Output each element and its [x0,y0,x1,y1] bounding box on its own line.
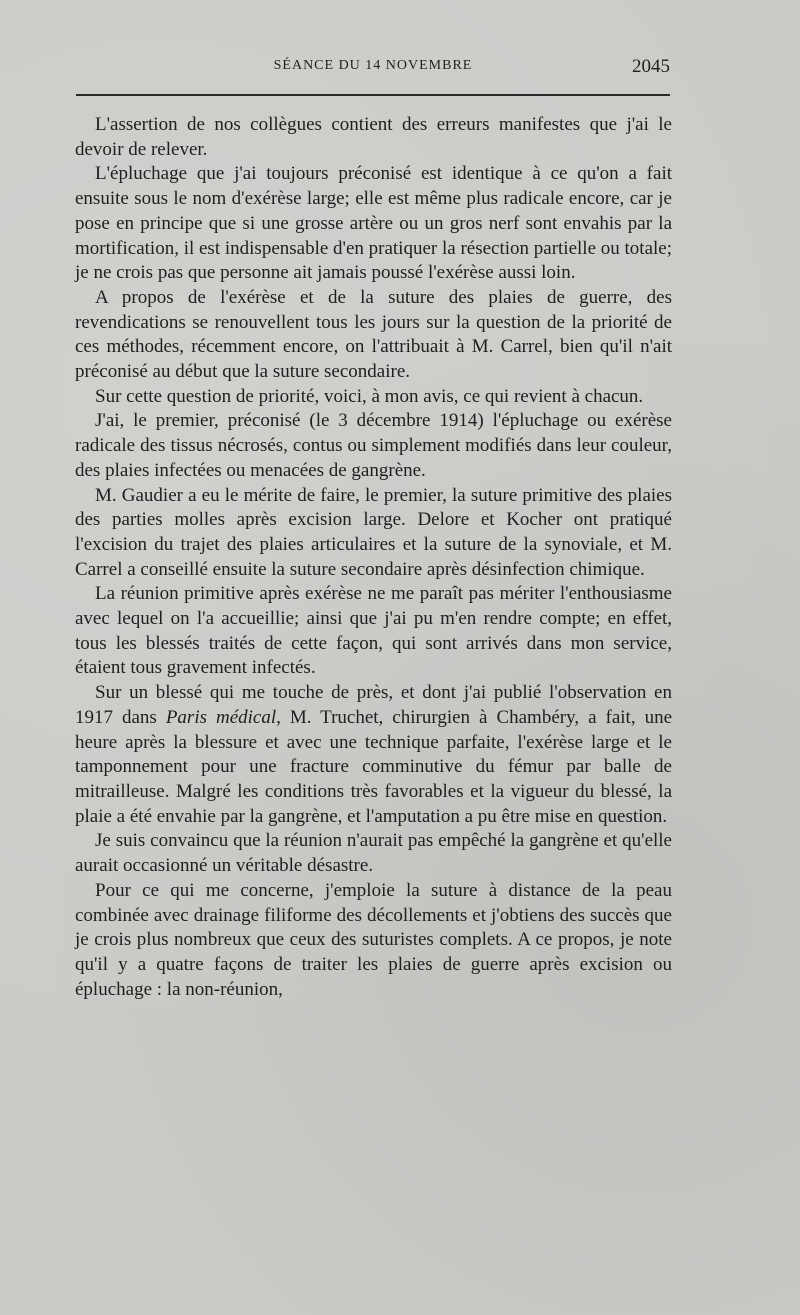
paragraph-8 [75,681,672,829]
header-rule [76,94,670,96]
journal-title: Paris médical [165,706,277,728]
paragraph-6: M. Gaudier a eu le mérite de faire, le premier, la suture primitive des plaies des parties molles après excision large. Delore et Kocher ont pratiqué l'excision du trajet des plaies articulaires et la suture de la synoviale, et M. Carrel a conseillé ensuite la suture secondaire après désinfection chimique. [75,484,672,580]
paragraph-10: Pour ce qui me concerne, j'emploie la suture à distance de la peau combinée avec drainage filiforme des décollements et j'obtiens des succès que je crois plus nombreux que ceux des suturistes complets. A ce propos, je note qu'il y a quatre façons de traiter les plaies de guerre après excision ou épluchage : la non-réunion, [75,879,672,1000]
paragraph-4: Sur cette question de priorité, voici, à mon avis, ce qui revient à chacun. [95,385,644,407]
paragraph-8-before: Sur un blessé qui me touche de près, et dont j'ai publié l'observation en 1917 dans [75,682,672,728]
paragraph-7: La réunion primitive après exérèse ne me paraît pas mériter l'enthousiasme avec lequel on l'a accueillie; ainsi que j'ai pu m'en rendre compte; en effet, tous les blessés traités de cette façon, qui sont arrivés dans mon service, étaient tous gravement infectés. [75,583,672,679]
running-title: SÉANCE DU 14 NOVEMBRE [273,58,473,73]
paragraph-1: L'assertion de nos collègues contient des erreurs manifestes que j'ai le devoir de relever. [75,114,672,160]
paragraph-2: L'épluchage que j'ai toujours préconisé est identique à ce qu'on a fait ensuite sous le nom d'exérèse large; elle est même plus radicale encore, car je pose en principe que si une grosse artère ou un gros nerf sont envahis par la mortification, il est indispensable d'en pratiquer la résection partielle ou totale; je ne crois pas que personne ait jamais poussé l'exérèse aussi loin. [75,163,672,284]
running-head [76,58,670,80]
paragraph-5: J'ai, le premier, préconisé (le 3 décembre 1914) l'épluchage ou exérèse radicale des tissus nécrosés, contus ou simplement modifiés dans leur couleur, des plaies infectées ou menacées de gangrène. [75,410,672,481]
paragraph-8-after: , M. Truchet, chirurgien à Chambéry, a fait, une heure après la blessure et avec une technique parfaite, l'exérèse large et le tamponnement pour une fracture comminutive du fémur par balle de mitrailleuse. Malgré les conditions très favorables et la vigueur du blessé, la plaie a été envahie par la gangrène, et l'amputation a pu être mise en question. [75,706,672,827]
page-number: 2045 [632,56,670,77]
paragraph-9: Je suis convaincu que la réunion n'aurait pas empêché la gangrène et qu'elle aurait occasionné un véritable désastre. [75,830,672,877]
body-text [75,113,672,1002]
paragraph-3: A propos de l'exérèse et de la suture des plaies de guerre, des revendications se renouvellent tous les jours sur la question de la priorité de ces méthodes, récemment encore, on l'attribuait à M. Carrel, bien qu'il n'ait préconisé au début que la suture secondaire. [75,286,672,383]
